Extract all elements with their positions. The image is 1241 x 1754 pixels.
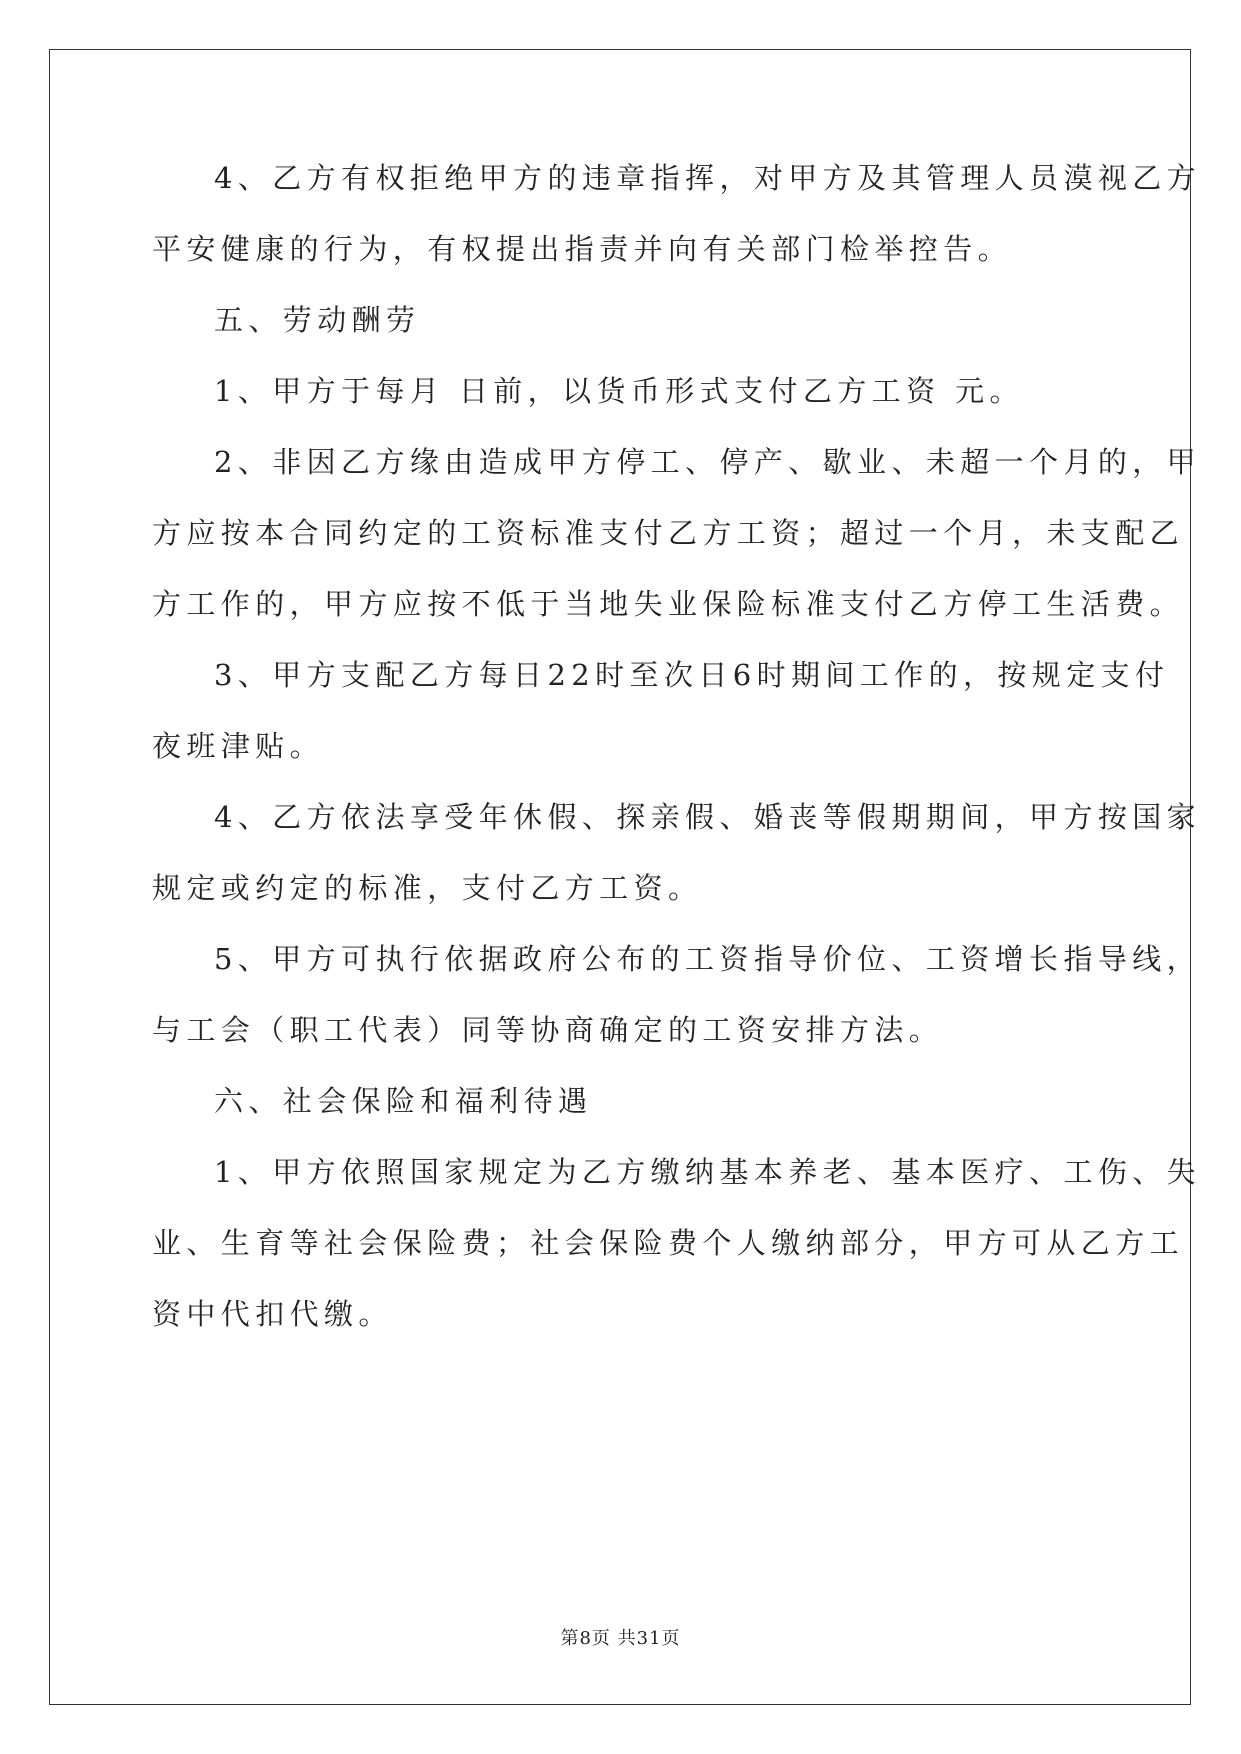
paragraph-line: 业、生育等社会保险费；社会保险费个人缴纳部分，甲方可从乙方工 [152, 1226, 1185, 1260]
paragraph-line: 与工会（职工代表）同等协商确定的工资安排方法。 [152, 1013, 944, 1047]
paragraph-line: 4、乙方依法享受年休假、探亲假、婚丧等假期期间，甲方按国家 [214, 800, 1202, 834]
paragraph-line: 1、甲方依照国家规定为乙方缴纳基本养老、基本医疗、工伤、失 [214, 1155, 1202, 1189]
page-footer: 第8页 共31页 [560, 1628, 681, 1649]
paragraph-line: 平安健康的行为，有权提出指责并向有关部门检举控告。 [152, 232, 1013, 266]
paragraph-line: 2、非因乙方缘由造成甲方停工、停产、歇业、未超一个月的，甲 [214, 445, 1202, 479]
paragraph-line: 5、甲方可执行依据政府公布的工资指导价位、工资增长指导线， [214, 942, 1202, 976]
paragraph-line: 夜班津贴。 [152, 729, 325, 763]
paragraph-line: 4、乙方有权拒绝甲方的违章指挥，对甲方及其管理人员漠视乙方 [214, 161, 1202, 195]
paragraph-line: 规定或约定的标准，支付乙方工资。 [152, 871, 703, 905]
paragraph-line: 方应按本合同约定的工资标准支付乙方工资；超过一个月，未支配乙 [152, 516, 1185, 550]
paragraph-line: 资中代扣代缴。 [152, 1297, 393, 1331]
paragraph-line: 方工作的，甲方应按不低于当地失业保险标准支付乙方停工生活费。 [152, 587, 1185, 621]
section-heading: 六、社会保险和福利待遇 [214, 1084, 593, 1118]
paragraph-line: 3、甲方支配乙方每日22时至次日6时期间工作的，按规定支付 [214, 658, 1170, 692]
section-heading: 五、劳动酬劳 [214, 303, 421, 337]
paragraph-line: 1、甲方于每月 日前，以货币形式支付乙方工资 元。 [214, 374, 1024, 408]
